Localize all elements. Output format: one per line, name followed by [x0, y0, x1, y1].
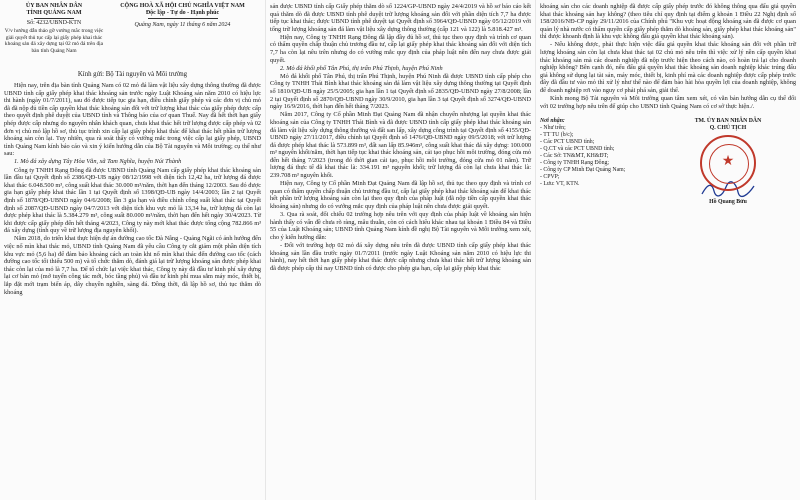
paragraph: Năm 2017, Công ty Cổ phần Minh Đạt Quảng Nam đã nhận chuyển nhượng lại quyền khai thác khoáng sản của Công ty TNHH Thái Bình và đã được UBND tỉnh cấp giấy phép khai thác khoáng sản đá làm vật liệu xây dựng thông thường và đất san lấp, xây dựng công trình tại Quyết định số 4155/QĐ-UBND ngày 27/11/2017, điều chỉnh tại Quyết định số 1476/QĐ-UBND ngày 09/5/2018; với trữ lượng đá được phép khai thác là 573.899 m³, đất san lấp 85.946m³, công suất khai thác đá xây dựng: 100.000 m³ nguyên khối/năm, thời hạn tiếp tục khai thác khoáng sản, cải tạo phục hồi môi trường, đóng cửa mỏ đến hết tháng 7/2023 (trong đó thời gian cải tạo, phục hồi môi trường, đóng cửa mỏ 01 năm). Trữ lượng đá thực tế đã khai thác là: 334.191 m³ nguyên khối; trữ lượng đá còn lại chưa khai thác là: 239.708 m³ nguyên khối.: [270, 111, 531, 180]
paragraph: Hiện nay, Công ty Cổ phần Minh Đạt Quảng Nam đã lập hồ sơ, thủ tục theo quy định và trình cơ quan có thẩm quyền chấp thuận chủ trương đầu tư, cấp lại giấy phép khai thác khoáng sản để khai thác hết phần trữ lượng khoáng sản còn lại theo quy định của pháp luật (đã nộp tiền cấp quyền khai thác khoáng sản) nhưng do có vướng mắc quy định của pháp luật nên chưa được giải quyết.: [270, 180, 531, 210]
issuer-line-2: TỈNH QUẢNG NAM: [26, 10, 82, 17]
paragraph: - Nếu không được, phải thực hiện việc đấu giá quyền khai thác khoáng sản đối với phần trữ lượng khoáng sản còn lại chưa khai thác tại 02 chủ mỏ nêu trên thì việc xử lý nền cấp quyền khai thác khoáng sản mà các doanh nghiệp đã nộp trước hiện theo cách nào, có hoàn trả lại cho doanh nghiệp không? Bên cạnh đó, nếu đấu giá quyền khai thác khoáng sản doanh nghiệp khác trúng đấu giá không sử dụng lại tài sản, máy móc, thiết bị, kinh phí mà các doanh nghiệp được cấp phép trước đây đã đầu tư vào mỏ thì xử lý như thế nào để đảm bảo hài hòa quyền lợi của doanh nghiệp, không để doanh nghiệp rơi vào nguy cơ phải phá sản, giải thể.: [540, 41, 796, 95]
recipient-item: - Q.CT và các PCT UBND tỉnh;: [540, 146, 615, 153]
signature-block: [660, 118, 796, 206]
seal-star-icon: ★: [721, 154, 735, 170]
paragraph: Năm 2018, do triển khai thực hiện dự án đường cao tốc Đà Nẵng - Quảng Ngãi có ảnh hưởng đến việc nổ mìn khai thác mỏ, UBND tỉnh Quảng Nam đã yêu cầu Công ty cắt giảm một phần diện tích khu vực mỏ (5,6 ha) để đảm bảo khoảng cách an toàn khi nổ mìn khai thác đến đường cao tốc (cách đường cao tốc tối thiểu 500 m) và tổ chức thăm dò, đánh giá lại trữ lượng khoáng sản được phép khai thác còn lại của mỏ là 7,7 ha. Để tổ chức lại việc khai thác, Công ty này đã đầu tư kinh phí xây dựng lại cơ bản mỏ (mở tuyến công tác mới, bóc tầng phủ) và đầu tư kinh phí mua sắm máy móc, thiết bị, lắp đặt mới trạm biến áp, dây chuyền nghiền, sàng đá. Đồng thời, đã lập hồ sơ, thủ tục thăm dò khoáng: [4, 235, 261, 296]
date-line: Quảng Nam, ngày 11 tháng 6 năm 2024: [134, 22, 231, 29]
document-header: [4, 3, 261, 69]
recipient-item: - Lưu: VT, KTN.: [540, 181, 580, 188]
nation-line-1: CỘNG HOÀ XÃ HỘI CHỦ NGHĨA VIỆT NAM: [120, 3, 245, 9]
issuer-block: [4, 3, 104, 69]
recipients-block: [540, 118, 660, 206]
recipient-item: - Các PCT UBND tỉnh;: [540, 139, 595, 146]
paragraph: Hiện nay, Công ty TNHH Rạng Đông đã lập đầy đủ hồ sơ, thủ tục theo quy định và trình cơ quan có thẩm quyền chấp thuận chủ trương đầu tư, cấp lại giấy phép khai thác khoáng sản đối với diện tích 7,7 ha còn lại nêu trên nhưng do có vướng mắc quy định của pháp luật nên đến nay chưa được giải quyết.: [270, 33, 531, 64]
column-left: [0, 0, 266, 500]
issuer-line-1: ỦY BAN NHÂN DÂN: [25, 3, 83, 9]
document-footer: [540, 118, 796, 206]
paragraph: Công ty TNHH Rạng Đông đã được UBND tỉnh Quảng Nam cấp giấy phép khai thác khoáng sản lần đầu tại Quyết định số 2386/QĐ-UB ngày 08/12/1998 với diện tích 12,42 ha, trữ lượng đá được khai thác 6.048.500 m³, công suất khai thác 30.000 m³/năm, thời hạn đến tháng 12/2003. Sau đó được gia hạn giấy phép khai thác lần 1 tại Quyết định số 1398/QĐ-UB ngày 14/4/2003; lần 2 tại Quyết định số 1878/QĐ-UBND ngày 04/6/2008; lần 3 gia hạn và điều chỉnh công suất khai thác tại Quyết định số 2087/QĐ-UBND ngày 04/7/2013 với diện tích khu vực mỏ là 13,34 ha, trữ lượng đá còn lại được phép khai thác là 5.384.279 m³, công suất 80.000 m³/năm, thời hạn đến hết ngày 30/4/2023. Từ khi được cấp giấy phép đến hết tháng 4/2023, Công ty này mới khai thác được tổng cộng 782.866 m³ đá xây dựng (tính quy về trữ lượng địa nguyên khối).: [4, 166, 261, 235]
column-middle: [266, 0, 536, 500]
paragraph: 3. Qua rà soát, đối chiếu 02 trường hợp nêu trên với quy định của pháp luật về khoáng sản hiện hành thấy có vấn đề chưa rõ ràng, mâu thuẫn, còn có cách hiểu khác nhau tại khoản 1 Điều 84 và Điều 55 của Luật Khoáng sản; UBND tỉnh Quảng Nam kính đề nghị Bộ Tài nguyên và Môi trường xem xét, cho ý kiến hướng dẫn:: [270, 211, 531, 241]
paragraph: - Đối với trường hợp 02 mỏ đá xây dựng nêu trên đã được UBND tỉnh cấp giấy phép khai thác khoáng sản lần đầu trước ngày 01/7/2011 (trước ngày Luật Khoáng sản năm 2010 có hiệu lực thi hành), nay hết thời hạn giấy phép khai thác được cấp nhưng chưa khai thác hết trữ lượng khoáng sản đã được phép cấp thì nay UBND tỉnh có được cho phép gia hạn, cấp lại giấy phép khai thác: [270, 241, 531, 272]
paragraph: khoáng sản cho các doanh nghiệp đã được cấp giấy phép trước đó không thông qua đấu giá quyền khai thác khoáng sản hay không? (theo tiêu chí quy định tại điểm g khoản 1 Điều 22 Nghị định số 158/2016/NĐ-CP ngày 29/11/2016 của Chính phủ "Khu vực hoạt động khoáng sản đã được cơ quan quản lý nhà nước có thẩm quyền cấp giấy phép thăm dò khoáng sản, giấy phép khai thác khoáng sản" thì được khoanh định là khu vực không đấu giá quyền khai thác khoáng sản).: [540, 3, 796, 41]
recipients-title: Nơi nhận:: [540, 118, 565, 125]
paragraph: Kính mong Bộ Tài nguyên và Môi trường quan tâm xem xét, có văn bản hướng dẫn cụ thể đối với 02 trường hợp nêu trên để giúp cho UBND tỉnh Quảng Nam có cơ sở thực hiện./.: [540, 95, 796, 110]
sign-line-2: Q. CHỦ TỊCH: [709, 125, 747, 132]
sign-line-1: TM. ỦY BAN NHÂN DÂN: [694, 118, 762, 125]
recipient-item: - Công ty TNHH Rạng Đông;: [540, 160, 609, 167]
issuer-underline: [34, 18, 74, 19]
recipient-item: - Các Sở: TN&MT, KH&ĐT;: [540, 153, 609, 160]
signer-name: Hồ Quang Bửu: [709, 199, 747, 206]
paragraph: Hiện nay, trên địa bàn tỉnh Quảng Nam có 02 mỏ đá làm vật liệu xây dựng thông thường đã được UBND tỉnh cấp giấy phép khai thác khoáng sản trước ngày Luật Khoáng sản năm 2010 có hiệu lực thi hành (ngày 01/7/2011), sau đó được tiếp tục gia hạn, điều chỉnh giấy phép và các đơn vị chủ mỏ đã đã nộp đủ tiền cấp quyền khai thác khoáng sản đối với trữ lượng khai thác của giấy phép được cấp theo quyết định phê duyệt của UBND tỉnh và Thông báo của cơ quan Thuế. Nay đã hết thời hạn giấy phép được cấp nhưng do nguyên nhân khách quan, chưa khai thác hết trữ lượng được cấp phép và 02 đơn vị chủ mỏ lập hồ sơ, thủ tục trình xin cấp lại giấy phép khai thác để khai thác hết phần trữ lượng khoáng sản còn lại. Tuy nhiên, qua rà soát thấy có vướng mắc trong việc cấp lại giấy phép, UBND tỉnh Quảng Nam kính báo cáo và xin ý kiến hướng dẫn của Bộ Tài nguyên và Môi trường; cụ thể như sau:: [4, 82, 261, 158]
recipient-item: - Như trên;: [540, 125, 566, 132]
section-heading: 1. Mỏ đá xây dựng Tây Hòa Văn, xã Tam Nghĩa, huyện Núi Thành: [14, 158, 182, 166]
paragraph: Mỏ đá khối phố Tân Phú, thị trấn Phú Thịnh, huyện Phú Ninh đã được UBND tỉnh cấp phép cho Công ty TNHH Thái Bình khai thác khoáng sản đá làm vật liệu xây dựng thông thường tại Quyết định số 1810/QĐ-UB ngày 25/5/2005; gia hạn lần 1 tại Quyết định số 2835/QĐ-UBND ngày 27/8/2008; lần 2 tại Quyết định số 2870/QĐ-UBND ngày 30/9/2010, gia hạn lần 3 tại Quyết định số 3274/QĐ-UBND ngày 16/9/2016, thời hạn đến hết tháng 7/2023.: [270, 72, 531, 111]
red-seal-stamp: [700, 135, 756, 191]
section-heading: 2. Mỏ đá khối phố Tân Phú, thị trấn Phú Thịnh, huyện Phú Ninh: [280, 64, 443, 72]
recipient-item: - TT TU (b/c);: [540, 132, 574, 139]
column-right: [536, 0, 800, 500]
recipient-item: - CPVP;: [540, 174, 560, 181]
nation-line-2: Độc lập - Tự do - Hạnh phúc: [145, 10, 220, 17]
paragraph: sản được UBND tỉnh cấp Giấy phép thăm dò số 1224/GP-UBND ngày 24/4/2019 và hồ sơ báo cáo kết quả thăm dò đã được UBND tỉnh phê duyệt trữ lượng khoáng sản đối với phần diện tích 7,7 ha được tiếp tục khai thác; được UBND tỉnh phê duyệt tại Quyết định số 3964/QĐ-UBND ngày 05/12/2019 với tổng trữ lượng khoáng sản đá làm vật liệu xây dựng thông thường (cấp 121 và 122) là 5.818.427 m³.: [270, 3, 531, 33]
nation-block: [104, 3, 261, 69]
greeting: Kính gửi: Bộ Tài nguyên và Môi trường: [77, 71, 188, 78]
document-number: Số: 4232/UBND-KTN: [26, 20, 82, 27]
recipient-item: - Công ty CP Minh Đạt Quảng Nam;: [540, 167, 626, 174]
document-subject: V/v hướng dẫn thảo gỡ vướng mắc trong việc giải quyết thủ tục cấp lại giấy phép khai thác khoáng sản đá xây dựng tại 02 mỏ đá trên địa bàn tỉnh Quảng Nam: [4, 28, 104, 54]
nation-underline: [148, 18, 218, 19]
